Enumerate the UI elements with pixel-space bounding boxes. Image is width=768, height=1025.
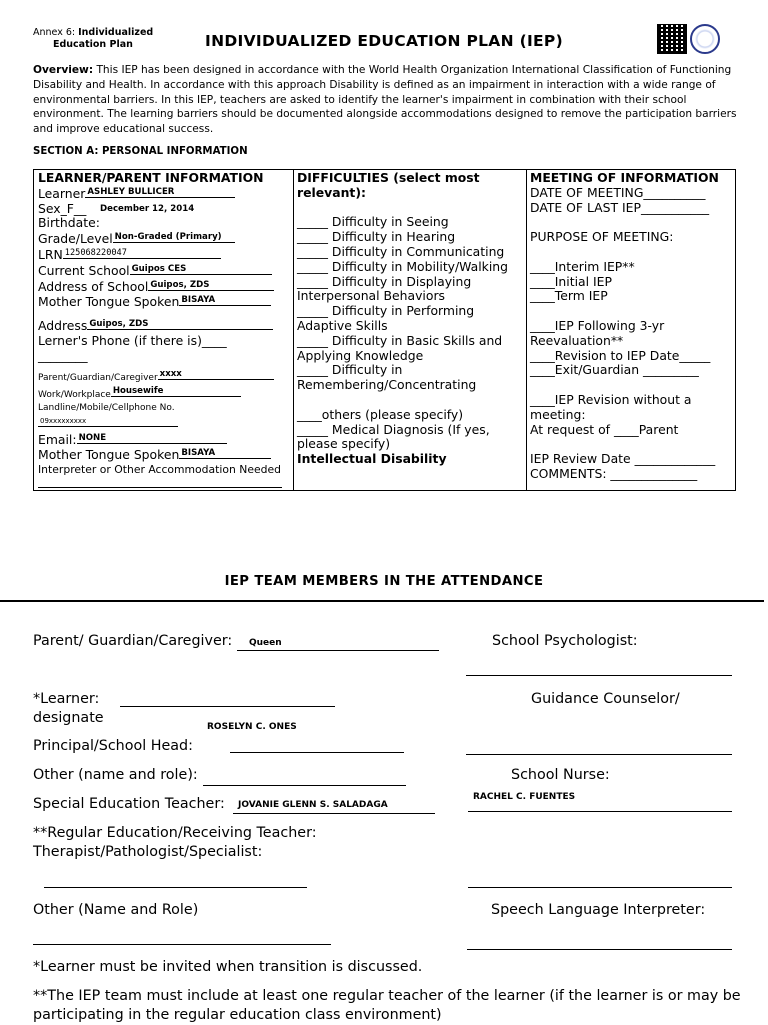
- meeting-line: ____IEP Following 3-yr: [530, 317, 665, 333]
- landline-label: Landline/Mobile/Cellphone No.: [38, 402, 175, 413]
- meeting-line: Reevaluation**: [530, 332, 624, 348]
- mother-tongue-field[interactable]: BISAYA: [179, 294, 271, 306]
- speech-label: Speech Language Interpreter:: [491, 902, 706, 918]
- difficulty-line: _____ Difficulty in Performing: [297, 303, 475, 319]
- other-line[interactable]: [203, 785, 406, 786]
- meeting-line: ____Term IEP: [530, 288, 608, 304]
- page-title: INDIVIDUALIZED EDUCATION PLAN (IEP): [205, 32, 563, 50]
- meeting-line: [530, 378, 719, 393]
- nurse-label: School Nurse:: [511, 767, 610, 783]
- interpreter-label: Interpreter or Other Accommodation Needed: [38, 463, 281, 477]
- personal-info-table: [33, 169, 736, 491]
- address-field[interactable]: Guipos, ZDS: [87, 318, 273, 330]
- therapist-right-line[interactable]: [468, 887, 732, 888]
- learner-parent-column: LEARNER/PARENT INFORMATION Learner ASHLEY BULLICER Sex_F__ December 12, 2014 Birthdate: Grade/Level Non-Graded (Primary) LRN 125068220047 Current School Guipos CES Address of School Guipos, ZDS Mother Tongue Spoken BISAYA Address Guipos, ZDS Lerner's Phone (if there is)____ ________ Parent/Guardian/Caregiver xxxx Work/Workplace Housewife Landline/Mobile/Cellphone No. 09xxxxxxxxx Email: NONE Mother Tongue Spoken BISAYA Interpreter or Other Accommodation Needed: [38, 171, 282, 492]
- parent-field[interactable]: xxxx: [158, 368, 274, 380]
- sped-value: JOVANIE GLENN S. SALADAGA: [238, 800, 388, 810]
- meeting-line: COMMENTS: ______________: [530, 465, 698, 481]
- meeting-heading: MEETING OF INFORMATION: [530, 170, 719, 185]
- current-school-field[interactable]: Guipos CES: [130, 263, 272, 275]
- parent-value: Queen: [249, 638, 282, 648]
- difficulty-line: _____ Medical Diagnosis (If yes,: [297, 421, 490, 437]
- meeting-line: [530, 215, 719, 230]
- note-regular-teacher: **The IEP team must include at least one regular teacher of the learner (if the learner is or may be participating in the regular education class environment): [33, 988, 741, 1023]
- difficulty-line: ____others (please specify): [297, 406, 464, 422]
- difficulty-line: Interpersonal Behaviors: [297, 288, 446, 304]
- section-a-heading: SECTION A: PERSONAL INFORMATION: [33, 146, 248, 157]
- annex-label: Annex 6: Individualized Education Plan: [33, 27, 154, 50]
- sped-label: Special Education Teacher:: [33, 796, 225, 812]
- phone-blank[interactable]: ________: [38, 347, 88, 363]
- psychologist-line[interactable]: [466, 675, 732, 676]
- principal-line[interactable]: [230, 752, 404, 753]
- meeting-line: [530, 245, 719, 260]
- speech-line[interactable]: [467, 949, 732, 950]
- difficulty-line: _____ Difficulty in Seeing: [297, 214, 449, 230]
- therapist-label: Therapist/Pathologist/Specialist:: [33, 844, 263, 860]
- meeting-line: [530, 437, 719, 452]
- meeting-line: IEP Review Date _____________: [530, 451, 716, 467]
- meeting-line: DATE OF MEETING__________: [530, 184, 706, 200]
- learner-line[interactable]: [120, 706, 335, 707]
- psychologist-label: School Psychologist:: [492, 633, 638, 649]
- workplace-field[interactable]: Housewife: [111, 385, 241, 397]
- school-address-field[interactable]: Guipos, ZDS: [148, 279, 274, 291]
- meeting-line: ____Revision to IEP Date_____: [530, 347, 711, 363]
- meeting-column: [530, 171, 719, 482]
- principal-label: Principal/School Head:: [33, 738, 193, 754]
- difficulty-line: _____ Difficulty in Communicating: [297, 243, 505, 259]
- lrn-field[interactable]: 125068220047: [63, 247, 221, 259]
- meeting-line: ____Initial IEP: [530, 273, 612, 289]
- diagnosis-value: Intellectual Disability: [297, 451, 447, 467]
- difficulty-line: _____ Difficulty in Displaying: [297, 273, 472, 289]
- difficulty-line: _____ Difficulty in: [297, 362, 403, 378]
- learner-label: *Learner:: [33, 691, 100, 707]
- designate-label: designate: [33, 710, 104, 726]
- divider: [0, 600, 764, 602]
- difficulty-line: _____ Difficulty in Hearing: [297, 229, 456, 245]
- difficulty-line: _____ Difficulty in Basic Skills and: [297, 332, 503, 348]
- principal-value: ROSELYN C. ONES: [207, 722, 297, 732]
- meeting-line: At request of ____Parent: [530, 421, 679, 437]
- learner-parent-heading: LEARNER/PARENT INFORMATION: [38, 170, 264, 185]
- difficulty-line: _____ Difficulty in Mobility/Walking: [297, 258, 509, 274]
- meeting-line: meeting:: [530, 406, 586, 422]
- other2-line[interactable]: [33, 944, 331, 945]
- meeting-line: ____IEP Revision without a: [530, 391, 692, 407]
- qr-code-icon: [657, 24, 687, 54]
- meeting-line: ____Interim IEP**: [530, 258, 635, 274]
- difficulty-line: Remembering/Concentrating: [297, 377, 477, 393]
- birthdate-value: December 12, 2014: [100, 203, 195, 214]
- other-label: Other (name and role):: [33, 767, 198, 783]
- difficulty-line: [297, 393, 508, 408]
- other2-label: Other (Name and Role): [33, 902, 199, 918]
- difficulties-heading: DIFFICULTIES (select most: [297, 170, 480, 185]
- difficulty-line: Adaptive Skills: [297, 317, 388, 333]
- parent-line[interactable]: [237, 650, 439, 651]
- phone-label: Lerner's Phone (if there is)____: [38, 332, 227, 348]
- meeting-line: ____Exit/Guardian _________: [530, 362, 699, 378]
- therapist-line[interactable]: [44, 887, 307, 888]
- grade-field[interactable]: Non-Graded (Primary): [113, 231, 235, 243]
- note-learner: *Learner must be invited when transition is discussed.: [33, 959, 423, 975]
- sped-line[interactable]: [233, 813, 435, 814]
- guidance-label: Guidance Counselor/: [531, 691, 680, 707]
- landline-field[interactable]: 09xxxxxxxxx: [38, 415, 178, 427]
- guidance-line[interactable]: [466, 754, 732, 755]
- mother-tongue-2-field[interactable]: BISAYA: [179, 447, 271, 459]
- overview-paragraph: Overview: This IEP has been designed in accordance with the World Health Organization International Classification of Functioning Disability and Health. In accordance with this approach Disability is defined as an impairment in interaction with a wide range of environmental barriers. In this IEP, teachers are asked to identify the learner's impairment in combination with their school environment. The learning barriers should be documented alongside accommodations designed to remove the participation barriers and improve educational success.: [33, 64, 737, 136]
- difficulties-column: DIFFICULTIES (select most relevant): _____ Difficulty in Seeing _____ Difficulty in Hearing _____ Difficulty in Communicating _____ Difficulty in Mobility/Walking _____ Difficulty in Displaying Interpersonal Behaviors _____ Difficulty in Performing Adaptive Skills _____ Difficulty in Basic Skills and Applying Knowledge _____ Difficulty in Remembering/Concentrating ____others (please specify) _____ Medical Diagnosis (If yes, please specify) Intellectual Disability: [297, 170, 509, 467]
- nurse-line[interactable]: [468, 811, 732, 812]
- nurse-value: RACHEL C. FUENTES: [473, 792, 576, 802]
- meeting-line: [530, 304, 719, 319]
- email-field[interactable]: NONE: [77, 432, 227, 444]
- regular-teacher-label: **Regular Education/Receiving Teacher:: [33, 825, 317, 841]
- parent-label: Parent/ Guardian/Caregiver:: [33, 633, 233, 649]
- deped-seal-icon: [690, 24, 720, 54]
- meeting-line: DATE OF LAST IEP___________: [530, 199, 710, 215]
- difficulty-line: Applying Knowledge: [297, 347, 424, 363]
- learner-name-field[interactable]: ASHLEY BULLICER: [85, 186, 235, 198]
- team-title: IEP TEAM MEMBERS IN THE ATTENDANCE: [224, 574, 544, 589]
- birthdate-label: Birthdate:: [38, 215, 100, 231]
- meeting-line: PURPOSE OF MEETING:: [530, 229, 674, 245]
- difficulty-line: please specify): [297, 436, 391, 452]
- interpreter-field[interactable]: [38, 476, 282, 488]
